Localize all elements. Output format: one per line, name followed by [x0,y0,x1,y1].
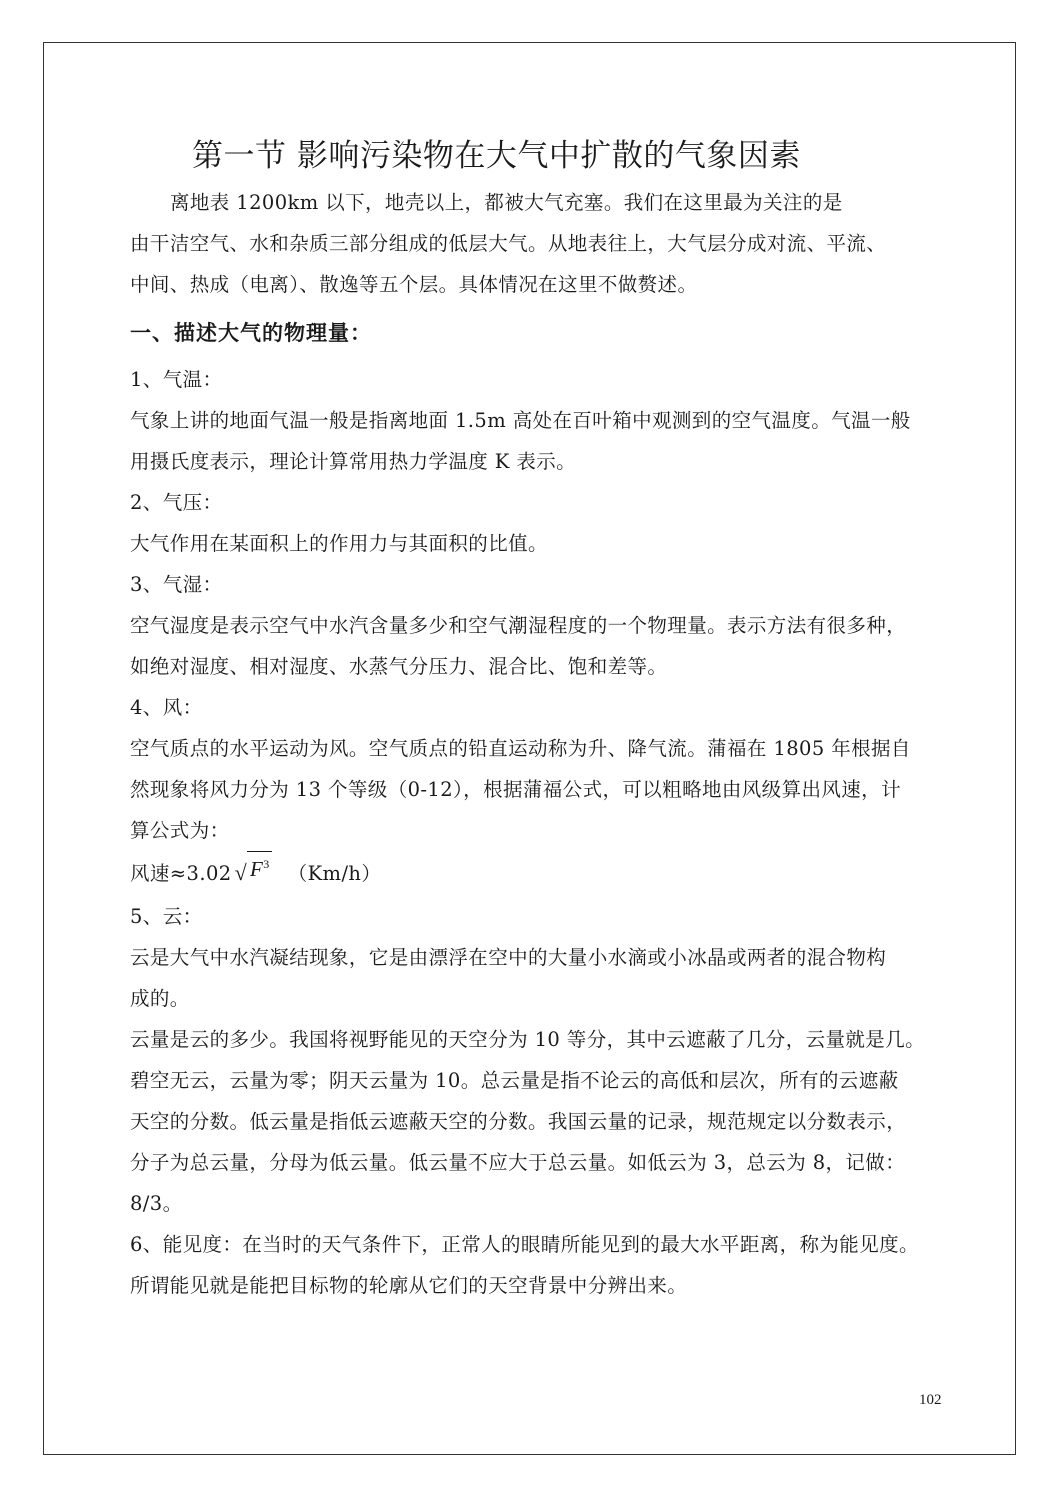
item-heading-wind: 4、风： [130,696,203,719]
item-heading-pressure: 2、气压： [130,491,223,514]
formula-radicand [247,851,272,881]
formula-exponent: 3 [263,856,270,871]
item-heading-cloud: 5、云： [130,905,203,928]
paragraph-line: 云是大气中水汽凝结现象，它是由漂浮在空中的大量小水滴或小冰晶或两者的混合物构 [130,946,887,969]
subsection-heading: 一、描述大气的物理量： [130,321,372,345]
paragraph-line: 空气湿度是表示空气中水汽含量多少和空气潮湿程度的一个物理量。表示方法有很多种， [130,614,907,637]
intro-line: 离地表 1200km 以下，地壳以上，都被大气充塞。我们在这里最为关注的是 [170,191,843,214]
paragraph-line: 用摄氏度表示，理论计算常用热力学温度 K 表示。 [130,450,577,473]
formula-variable: F [250,856,264,881]
square-root [235,850,272,898]
paragraph-line: 6、能见度：在当时的天气条件下，正常人的眼睛所能见到的最大水平距离，称为能见度。 [130,1233,919,1256]
paragraph-line: 云量是云的多少。我国将视野能见的天空分为 10 等分，其中云遮蔽了几分，云量就是几。 [130,1028,926,1051]
page-number: 102 [919,1392,942,1408]
radical-sign-icon: √ [234,859,248,885]
paragraph-line: 分子为总云量，分母为低云量。低云量不应大于总云量。如低云为 3，总云为 8，记做： [130,1151,906,1174]
intro-line: 由干洁空气、水和杂质三部分组成的低层大气。从地表往上，大气层分成对流、平流、 [130,232,887,255]
paragraph-line: 碧空无云，云量为零；阴天云量为 10。总云量是指不论云的高低和层次，所有的云遮蔽 [130,1069,899,1092]
formula-unit: （Km/h） [287,862,382,885]
document-body [130,130,950,1306]
wind-speed-formula [130,851,950,896]
paragraph-line: 所谓能见就是能把目标物的轮廓从它们的天空背景中分辨出来。 [130,1274,688,1297]
paragraph-line: 8/3。 [130,1192,183,1215]
paragraph-line: 天空的分数。低云量是指低云遮蔽天空的分数。我国云量的记录，规范规定以分数表示， [130,1110,907,1133]
paragraph-line: 气象上讲的地面气温一般是指离地面 1.5m 高处在百叶箱中观测到的空气温度。气温一般 [130,409,911,432]
paragraph-line: 空气质点的水平运动为风。空气质点的铅直运动称为升、降气流。蒲福在 1805 年根据自 [130,737,911,760]
item-heading-temperature: 1、气温： [130,368,223,391]
paragraph-line: 大气作用在某面积上的作用力与其面积的比值。 [130,532,548,555]
formula-prefix: 风速≈3.02 [130,862,232,885]
paragraph-line: 然现象将风力分为 13 个等级（0-12），根据蒲福公式，可以粗略地由风级算出风速，计 [130,778,901,801]
section-title: 第一节 影响污染物在大气中扩散的气象因素 [192,138,801,174]
paragraph-line: 成的。 [130,987,190,1010]
paragraph-line: 算公式为： [130,819,230,842]
item-heading-humidity: 3、气湿： [130,573,223,596]
paragraph-line: 如绝对湿度、相对湿度、水蒸气分压力、混合比、饱和差等。 [130,655,668,678]
intro-line: 中间、热成（电离）、散逸等五个层。具体情况在这里不做赘述。 [130,273,698,296]
